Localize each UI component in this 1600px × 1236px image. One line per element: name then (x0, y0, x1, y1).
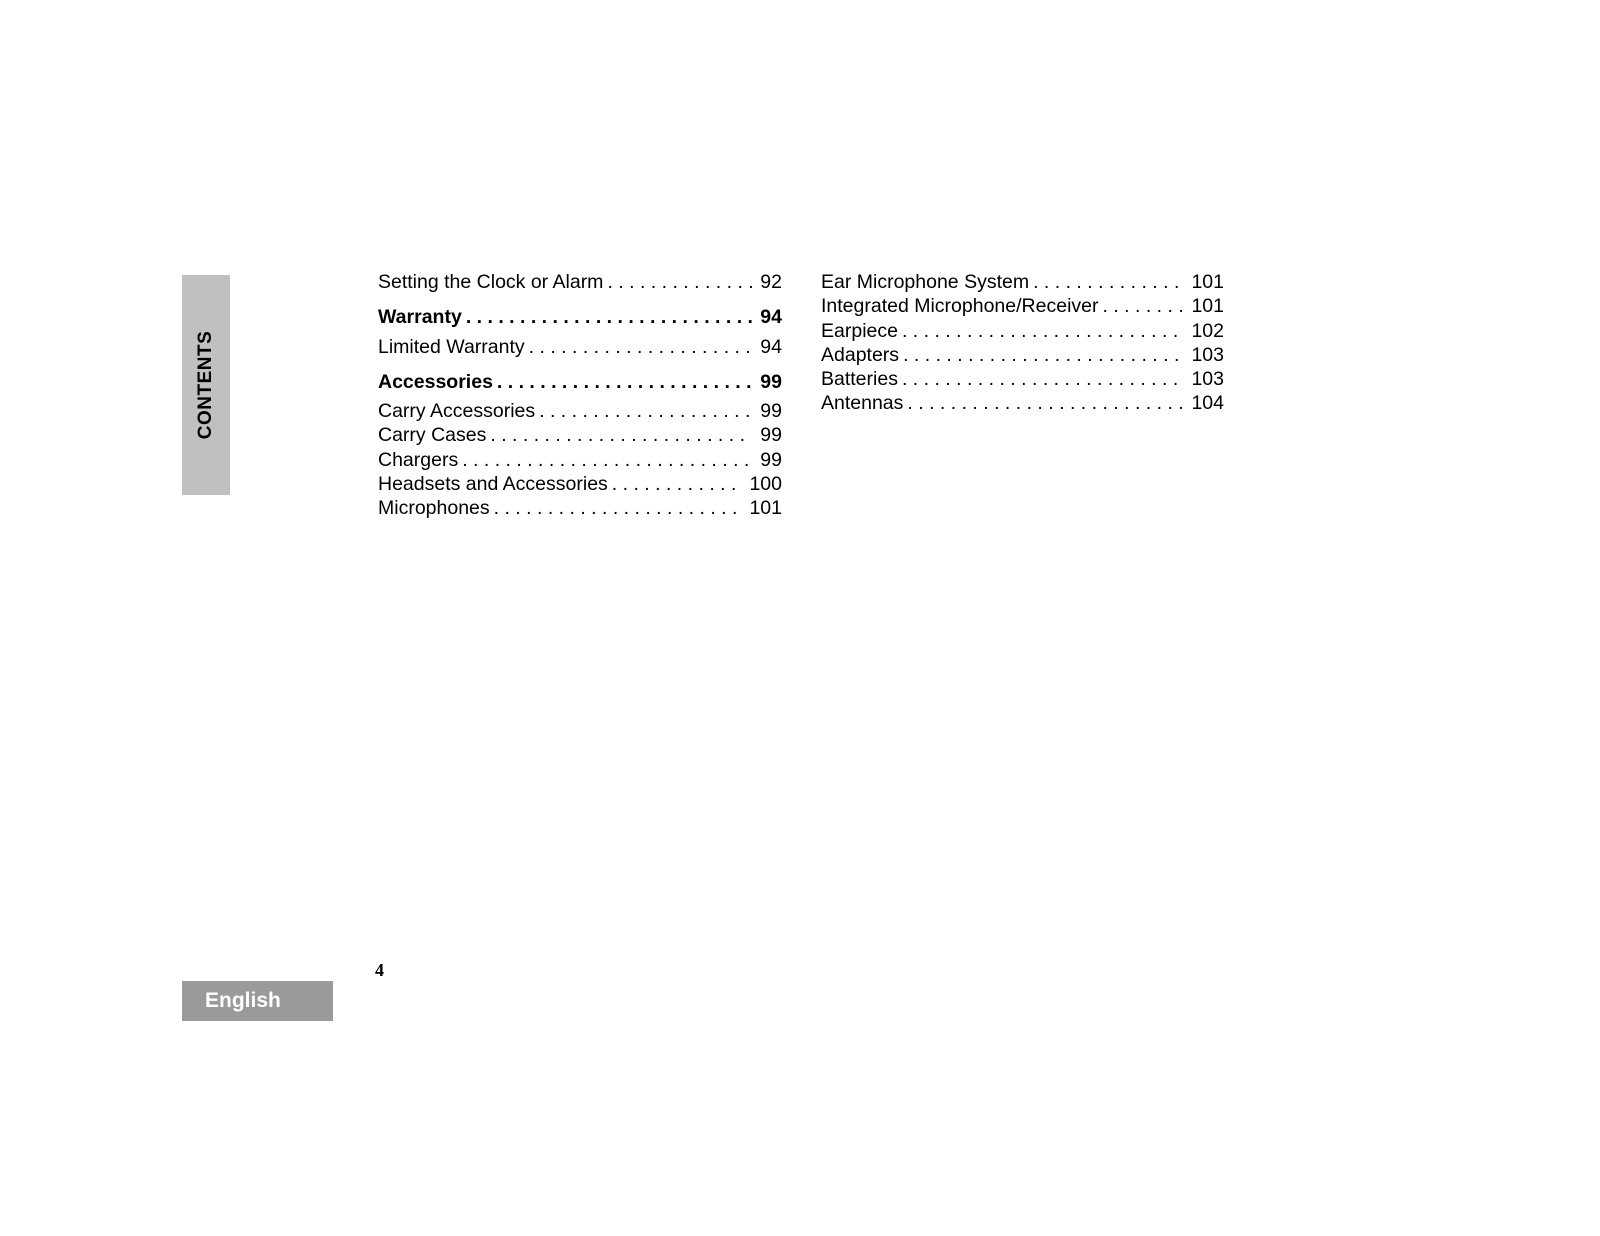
toc-leader-dots (529, 335, 752, 359)
toc-leader-dots (494, 496, 744, 520)
toc-entry-integrated-microphone[interactable] (821, 294, 1224, 318)
toc-entry-page: 92 (760, 271, 782, 293)
toc-entry-headsets[interactable] (378, 472, 782, 496)
toc-entry-carry-accessories[interactable] (378, 399, 782, 423)
toc-entry-page: 101 (1191, 295, 1224, 318)
toc-entry-title: Setting the Clock or Alarm (378, 271, 604, 293)
toc-entry-chargers[interactable] (378, 448, 782, 472)
language-tab (182, 981, 333, 1021)
toc-entry-title: Carry Cases (378, 424, 487, 447)
toc-leader-dots (466, 305, 752, 329)
toc-heading-title: Accessories (378, 370, 493, 393)
toc-leader-dots (612, 472, 744, 496)
toc-entry-title: Integrated Microphone/Receiver (821, 295, 1099, 318)
toc-leader-dots (490, 423, 752, 447)
toc-entry-title: Ear Microphone System (821, 271, 1030, 293)
toc-entry-antennas[interactable] (821, 391, 1224, 415)
toc-entry-title: Chargers (378, 448, 459, 471)
toc-entry-page: 103 (1191, 368, 1224, 391)
toc-entry-title: Adapters (821, 343, 900, 366)
language-tab-label: English (205, 989, 281, 1012)
toc-heading-warranty[interactable] (378, 305, 782, 329)
toc-leader-dots (903, 343, 1185, 367)
toc-left-column (378, 270, 782, 521)
toc-leader-dots (907, 391, 1185, 415)
toc-entry-page: 94 (760, 335, 782, 358)
toc-leader-dots (462, 448, 752, 472)
toc-entry-page: 103 (1191, 343, 1224, 366)
toc-entry-title: Headsets and Accessories (378, 473, 608, 496)
toc-heading-accessories[interactable] (378, 370, 782, 394)
toc-entry-page: 99 (760, 400, 782, 423)
toc-entry-earpiece[interactable] (821, 319, 1224, 343)
toc-leader-dots (902, 319, 1185, 343)
toc-leader-dots (1033, 270, 1185, 294)
toc-entry-setting-clock[interactable] (378, 270, 782, 294)
toc-heading-title: Warranty (378, 306, 462, 329)
toc-heading-page: 94 (760, 306, 782, 329)
toc-leader-dots (607, 270, 752, 294)
toc-entry-microphones[interactable] (378, 496, 782, 520)
toc-entry-title: Batteries (821, 368, 898, 391)
toc-entry-page: 101 (1191, 271, 1224, 293)
toc-entry-limited-warranty[interactable] (378, 335, 782, 359)
toc-leader-dots (539, 399, 752, 423)
page-number: 4 (375, 960, 384, 980)
toc-entry-page: 101 (749, 497, 782, 520)
toc-entry-page: 102 (1191, 319, 1224, 342)
contents-side-tab (182, 275, 230, 495)
toc-entry-page: 104 (1191, 392, 1224, 415)
toc-entry-title: Limited Warranty (378, 335, 525, 358)
toc-entry-adapters[interactable] (821, 343, 1224, 367)
contents-side-tab-label: CONTENTS (195, 330, 216, 440)
toc-entry-title: Microphones (378, 497, 490, 520)
toc-entry-carry-cases[interactable] (378, 423, 782, 447)
toc-leader-dots (497, 370, 752, 394)
toc-entry-batteries[interactable] (821, 367, 1224, 391)
toc-entry-page: 100 (749, 473, 782, 496)
toc-heading-page: 99 (760, 370, 782, 393)
toc-entry-page: 99 (760, 424, 782, 447)
toc-leader-dots (902, 367, 1186, 391)
toc-entry-title: Carry Accessories (378, 400, 536, 423)
toc-entry-title: Earpiece (821, 319, 898, 342)
toc-entry-title: Antennas (821, 392, 904, 415)
toc-leader-dots (1103, 294, 1186, 318)
toc-entry-ear-microphone[interactable] (821, 270, 1224, 294)
toc-entry-page: 99 (760, 448, 782, 471)
toc-right-column (821, 270, 1224, 416)
